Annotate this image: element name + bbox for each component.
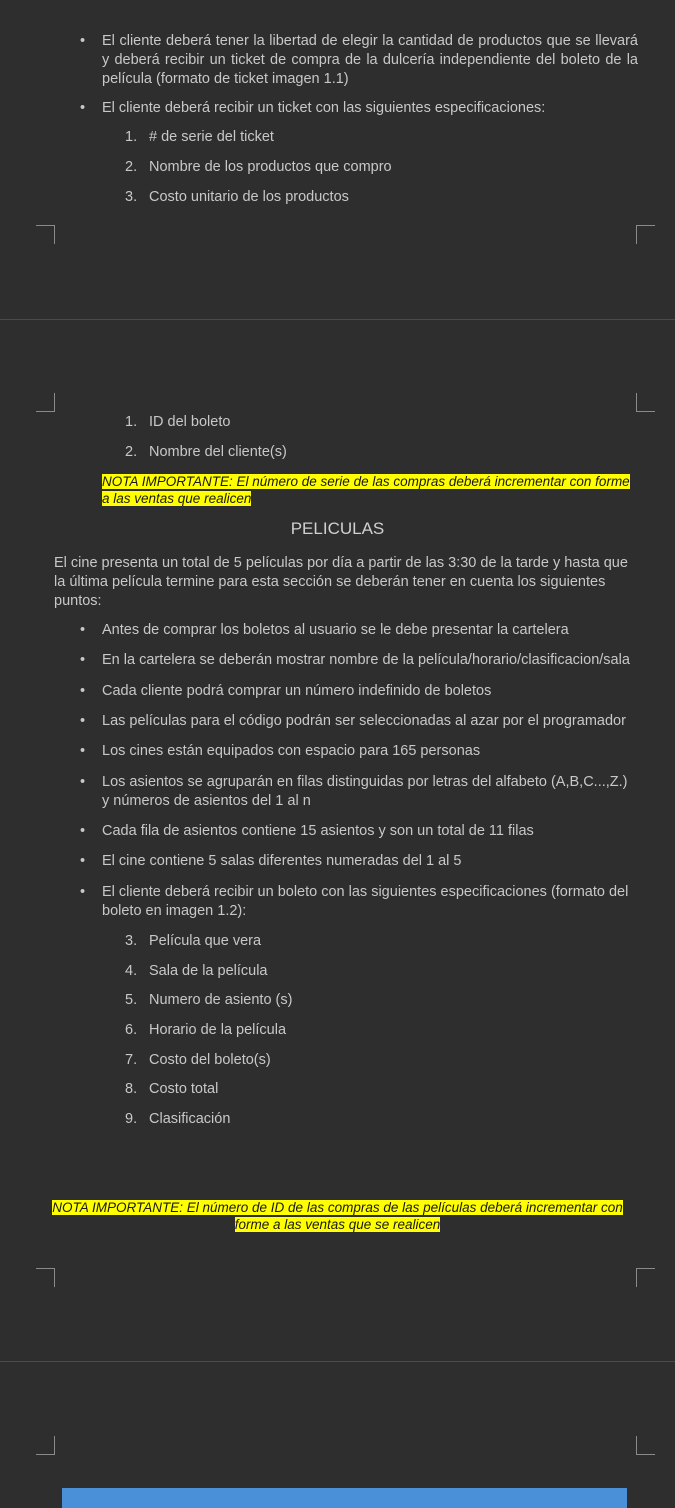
numbered-item: 4. Sala de la película — [125, 963, 268, 979]
numbered-item: 7. Costo del boleto(s) — [125, 1052, 271, 1068]
image-placeholder — [62, 1488, 627, 1508]
bullet-item: • El cine contiene 5 salas diferentes numeradas del 1 al 5 — [102, 852, 638, 871]
numbered-item: 6. Horario de la película — [125, 1022, 287, 1038]
important-note: NOTA IMPORTANTE: El número de serie de las compras deberá incrementar con forme a las ventas que realicen — [102, 474, 630, 506]
bullet-item: • El cliente deberá tener la libertad de elegir la cantidad de productos que se llevará y deberá recibir un ticket de compra de la dulcería independiente del boleto de la película (formato de ticket imagen 1.1) — [102, 32, 638, 89]
bullet-item: • Los asientos se agruparán en filas distinguidas por letras del alfabeto (A,B,C...,Z.) y números de asientos del 1 al n — [102, 773, 638, 811]
page-separator — [0, 1361, 675, 1362]
bullet-item: • Antes de comprar los boletos al usuario se le debe presentar la cartelera — [102, 621, 638, 640]
numbered-item: 1. # de serie del ticket — [125, 129, 274, 145]
numbered-item: 3. Película que vera — [125, 933, 262, 949]
page-margin-corner — [636, 1436, 655, 1455]
numbered-item: 1. ID del boleto — [125, 414, 231, 430]
numbered-item: 2. Nombre del cliente(s) — [125, 444, 287, 460]
page-margin-corner — [636, 393, 655, 412]
important-note: NOTA IMPORTANTE: El número de ID de las compras de las películas deberá incrementar con forme a las ventas que se realicen — [52, 1200, 623, 1232]
bullet-item: • Cada fila de asientos contiene 15 asientos y son un total de 11 filas — [102, 822, 638, 841]
bullet-item: • En la cartelera se deberán mostrar nombre de la película/horario/clasificacion/sala — [102, 651, 638, 670]
numbered-item: 3. Costo unitario de los productos — [125, 189, 349, 205]
bullet-item: • Las películas para el código podrán ser seleccionadas al azar por el programador — [102, 712, 638, 731]
page-margin-corner — [36, 1436, 55, 1455]
page-margin-corner — [36, 393, 55, 412]
numbered-item: 8. Costo total — [125, 1081, 219, 1097]
bullet-item: • El cliente deberá recibir un boleto con las siguientes especificaciones (formato del boleto en imagen 1.2): — [102, 883, 638, 921]
intro-paragraph: El cine presenta un total de 5 películas por día a partir de las 3:30 de la tarde y hasta que la última película termine para esta sección se deberán tener en cuenta los siguientes puntos: — [54, 555, 628, 609]
numbered-item: 9. Clasificación — [125, 1111, 231, 1127]
page-margin-corner — [636, 1268, 655, 1287]
section-heading: PELICULAS — [290, 519, 385, 538]
page-margin-corner — [636, 225, 655, 244]
numbered-item: 2. Nombre de los productos que compro — [125, 159, 392, 175]
bullet-item: • Cada cliente podrá comprar un número indefinido de boletos — [102, 682, 638, 701]
page-margin-corner — [36, 1268, 55, 1287]
numbered-item: 5. Numero de asiento (s) — [125, 992, 293, 1008]
page-separator — [0, 319, 675, 320]
bullet-item: • El cliente deberá recibir un ticket con las siguientes especificaciones: — [102, 99, 638, 118]
bullet-item: • Los cines están equipados con espacio para 165 personas — [102, 742, 638, 761]
page-margin-corner — [36, 225, 55, 244]
